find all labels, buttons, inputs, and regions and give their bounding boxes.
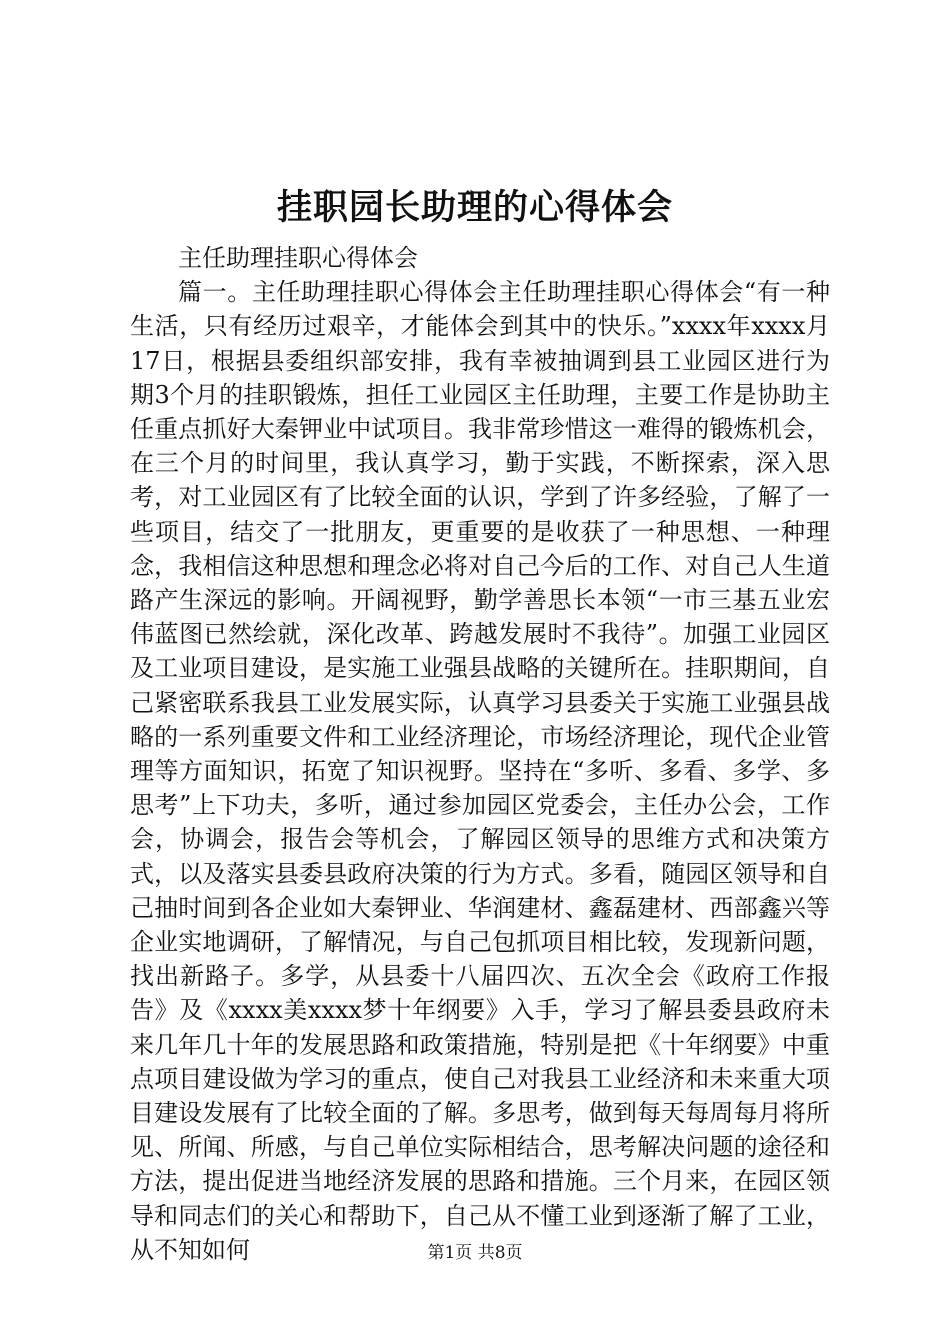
body-paragraph-subtitle: 主任助理挂职心得体会 — [178, 244, 418, 272]
document-title: 挂职园长助理的心得体会 — [276, 187, 673, 228]
page-number-footer: 第1页 共8页 — [427, 1243, 523, 1263]
document-body — [130, 241, 830, 1267]
body-paragraph-main: 篇一。主任助理挂职心得体会主任助理挂职心得体会“有一种生活，只有经历过艰辛，才能体会到其中的快乐。”xxxx年xxxx月17日，根据县委组织部安排，我有幸被抽调到县工业园区进行为期3个月的挂职锻炼，担任工业园区主任助理，主要工作是协助主任重点抓好大秦钾业中试项目。我非常珍惜这一难得的锻炼机会，在三个月的时间里，我认真学习，勤于实践，不断探索，深入思考，对工业园区有了比较全面的认识，学到了许多经验，了解了一些项目，结交了一批朋友，更重要的是收获了一种思想、一种理念，我相信这种思想和理念必将对自己今后的工作、对自己人生道路产生深远的影响。开阔视野，勤学善思长本领“一市三基五业宏伟蓝图已然绘就，深化改革、跨越发展时不我待”。加强工业园区及工业项目建设，是实施工业强县战略的关键所在。挂职期间，自己紧密联系我县工业发展实际，认真学习县委关于实施工业强县战略的一系列重要文件和工业经济理论，市场经济理论，现代企业管理等方面知识，拓宽了知识视野。坚持在“多听、多看、多学、多思考”上下功夫，多听，通过参加园区党委会，主任办公会，工作会，协调会，报告会等机会，了解园区领导的思维方式和决策方式，以及落实县委县政府决策的行为方式。多看，随园区领导和自己抽时间到各企业如大秦钾业、华润建材、鑫磊建材、西部鑫兴等企业实地调研，了解情况，与自己包抓项目相比较，发现新问题，找出新路子。多学，从县委十八届四次、五次全会《政府工作报告》及《xxxx美xxxx梦十年纲要》入手，学习了解县委县政府未来几年几十年的发展思路和政策措施，特别是把《十年纲要》中重点项目建设做为学习的重点，使自己对我县工业经济和未来重大项目建设发展有了比较全面的了解。多思考，做到每天每周每月将所见、所闻、所感，与自己单位实际相结合，思考解决问题的途径和方法，提出促进当地经济发展的思路和措施。三个月来，在园区领导和同志们的关心和帮助下，自己从不懂工业到逐渐了解了工业，从不知如何 — [130, 278, 830, 1264]
